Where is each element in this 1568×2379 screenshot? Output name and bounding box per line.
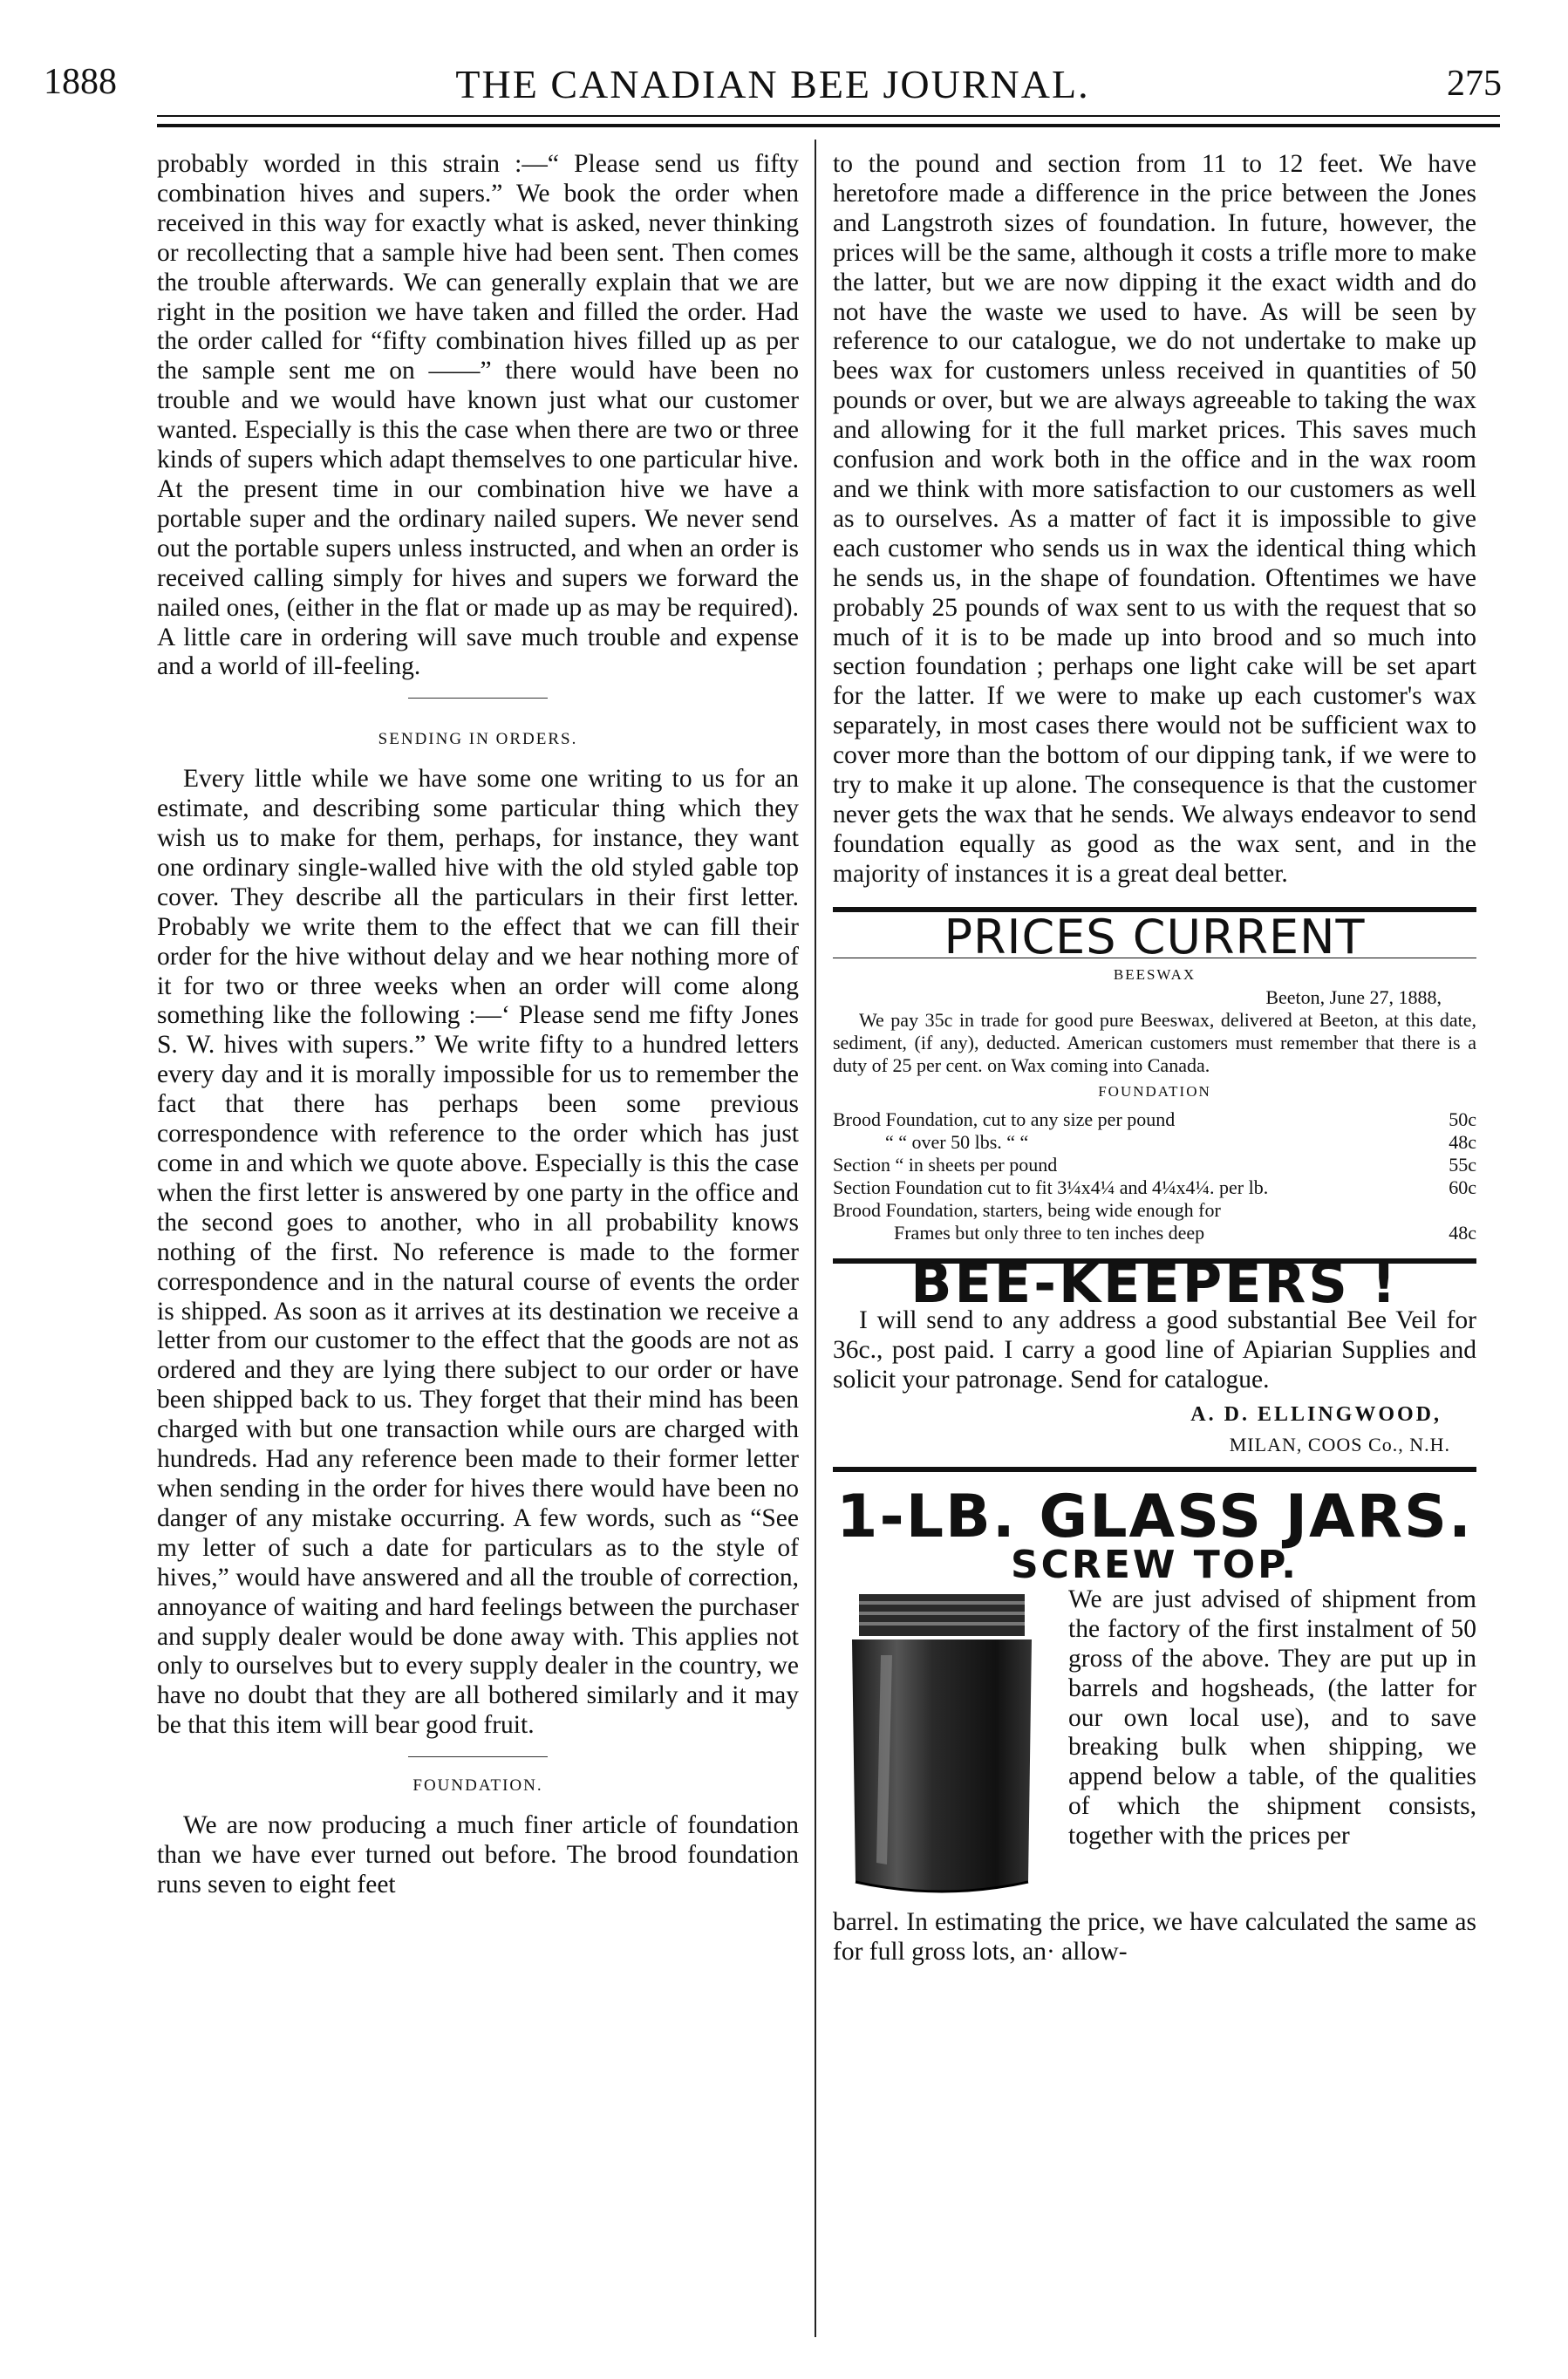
price-row-value: 55c [1449,1153,1476,1176]
price-row [833,1176,1476,1199]
jar-ad-text: We are just advised of shipment from the factory of the first instalment of 50 gross of the above. They are put up in barrels and hogsheads, (the latter for our own local use), and to save breaking bulk when shipping, we append below a table, of the qualities of which the shipment consists, together with the prices per [1068,1585,1476,1851]
left-paragraph-2: Every little while we have some one writing to us for an estimate, and describing some particular thing which they wish us to make for them, perhaps, for instance, they want one ordinary single-walled hive with the old styled gable top cover. They describe all the particulars in their first letter. Probably we write them to the effect that we can fill their order for the hive without delay and we hear nothing more of it for two or three weeks when an order will come along something like the following :—‘ Please send me fifty Jones S. W. hives with supers.” We write fifty to a hundred letters every day and it is morally impossible for us to remember the fact that there has perhaps been some previous correspondence with reference to the order which has just come in and which we quote above. Especially is this the case when the first letter is answered by one party in the office and the second goes to another, who in all probability knows nothing of the first. No reference is made to the former correspondence and in the natural course of events the order is shipped. As soon as it arrives at its destination we receive a letter from our customer to the effect that the goods are not as ordered and they are lying there subject to our order or have been shipped back to us. They forget that their mind has been charged with but one transaction while ours are charged with hundreds. Had any reference been made to their former letter when sending in the order for hives there would have been no danger of any mistake occurring. A few words, such as “See my letter of such a date for particulars as to the style of hives,” would have answered and all the trouble of correction, annoyance of waiting and hard feelings between the purchaser and supply dealer would be done away with. This applies not only to ourselves but to every supply dealer in the country, we have no doubt that they are all bothered similarly and it may be that this item will bear good fruit. [157,765,799,1740]
price-row-label: Brood Foundation, starters, being wide enough for [833,1198,1221,1221]
price-row-value: 60c [1449,1176,1476,1198]
page-number: 275 [1447,64,1502,104]
price-row [833,1222,1476,1244]
section-separator [408,1756,548,1757]
page-header [44,52,1502,113]
prices-current-title: PRICES CURRENT [944,909,1366,965]
glass-jars-title: 1-LB. GLASS JARS. [836,1483,1473,1551]
left-paragraph-1: probably worded in this strain :—“ Please send us fifty combination hives and supers.” We book the order when received in this way for exactly what is asked, never thinking or recollecting that a sample hive had been sent. Then comes the trouble afterwards. We can generally explain that we are right in the position we have taken and filled the order. Had the order called for “fifty combination hives filled up as per the sample sent me on ——” there would have been no trouble and we would have known just what our customer wanted. Especially is this the case when there are two or three kinds of supers which adapt themselves to one particular hive. At the present time in our combination hive we have a portable super and the ordinary nailed supers. We never send out the portable supers unless instructed, and when an order is received calling simply for hives and supers we forward the nailed ones, (either in the flat or made up as may be required). A little care in ordering will save much trouble and expense and a world of ill-feeling. [157,150,799,681]
glass-jar-illustration [833,1585,1051,1908]
price-row-label: Frames but only three to ten inches deep [894,1221,1205,1244]
glass-jar-icon [833,1585,1051,1908]
price-row-label: Section Foundation cut to fit 3¼x4¼ and 4¼x4¼. per lb. [833,1176,1269,1198]
heading-sending-in-orders: SENDING IN ORDERS. [378,730,578,749]
header-rule-thin [157,115,1500,117]
beekeepers-text: I will send to any address a good substantial Bee Veil for 36c., post paid. I carry a good line of Apiarian Supplies and solicit your patronage. Send for catalogue. [833,1306,1476,1394]
ad-rule [833,1467,1476,1472]
price-row-label: “ “ over 50 lbs. “ “ [885,1130,1029,1153]
column-divider [815,140,816,2337]
right-column [833,150,1476,1967]
beeswax-heading: BEESWAX [1113,965,1196,983]
advertiser-address: MILAN, COOS Co., N.H. [1229,1434,1450,1456]
price-table [833,1108,1476,1244]
price-row [833,1108,1476,1131]
price-row [833,1199,1476,1222]
prices-current-block [833,964,1476,1244]
price-row-value: 50c [1449,1108,1476,1130]
beekeepers-title: BEE-KEEPERS ! [910,1251,1399,1315]
price-row-value: 48c [1449,1130,1476,1153]
section-separator [408,698,548,699]
beeswax-text: We pay 35c in trade for good pure Beeswax, delivered at Beeton, at this date, sediment, (if any), deducted. American customers must remember that there is a duty of 25 per cent. on Wax coming into Canada. [833,1008,1476,1076]
right-paragraph-1: to the pound and section from 11 to 12 feet. We have heretofore made a difference in the price between the Jones and Langstroth sizes of foundation. In future, however, the prices will be the same, although it costs a trifle more to make the latter, but we are now dipping it the exact width and do not have the waste we used to have. As will be seen by reference to our catalogue, we do not undertake to make up bees wax for customers unless received in quantities of 50 pounds or over, but we are always agreeable to taking the wax and allowing for it the full market prices. This saves much confusion and work both in the office and in the wax room and we think with more satisfaction to our customers as well as to ourselves. As a matter of fact it is impossible to give each customer who sends us in wax the identical thing which he sends us, in the shape of foundation. Oftentimes we have probably 25 pounds of wax sent to us with the request that so much of it is to be made up into brood and so much into section foundation ; perhaps one light cake will be set apart for the latter. If we were to make up each customer's wax separately, in most cases there would not be sufficient wax to cover more than the bottom of our dipping tank, if we were to try to make it up alone. The consequence is that the customer never gets the wax that he sends. We always endeavor to send foundation equally as good as the wax sent, and in the majority of instances it is a great deal better. [833,150,1476,888]
price-row-label: Brood Foundation, cut to any size per pound [833,1108,1176,1130]
left-paragraph-3: We are now producing a much finer article of foundation than we have ever turned out before. The brood foundation runs seven to eight feet [157,1811,799,1898]
price-row [833,1131,1476,1154]
jar-ad-body [833,1585,1476,1908]
left-column [157,150,799,1900]
journal-title: THE CANADIAN BEE JOURNAL. [455,62,1090,106]
dateline: Beeton, June 27, 1888, [1265,985,1442,1008]
price-row [833,1154,1476,1176]
jar-ad-text-continued: barrel. In estimating the price, we have calculated the same as for full gross lots, an· allow- [833,1907,1476,1966]
header-rule-thick [157,124,1500,127]
advertiser-name: A. D. ELLINGWOOD, [1190,1403,1442,1427]
screw-top-subtitle: SCREW TOP. [1010,1543,1299,1587]
header-year: 1888 [44,62,117,102]
foundation-heading: FOUNDATION [1098,1082,1211,1100]
price-row-value: 48c [1449,1221,1476,1244]
heading-foundation: FOUNDATION. [412,1776,543,1796]
price-row-label: Section “ in sheets per pound [833,1153,1058,1176]
